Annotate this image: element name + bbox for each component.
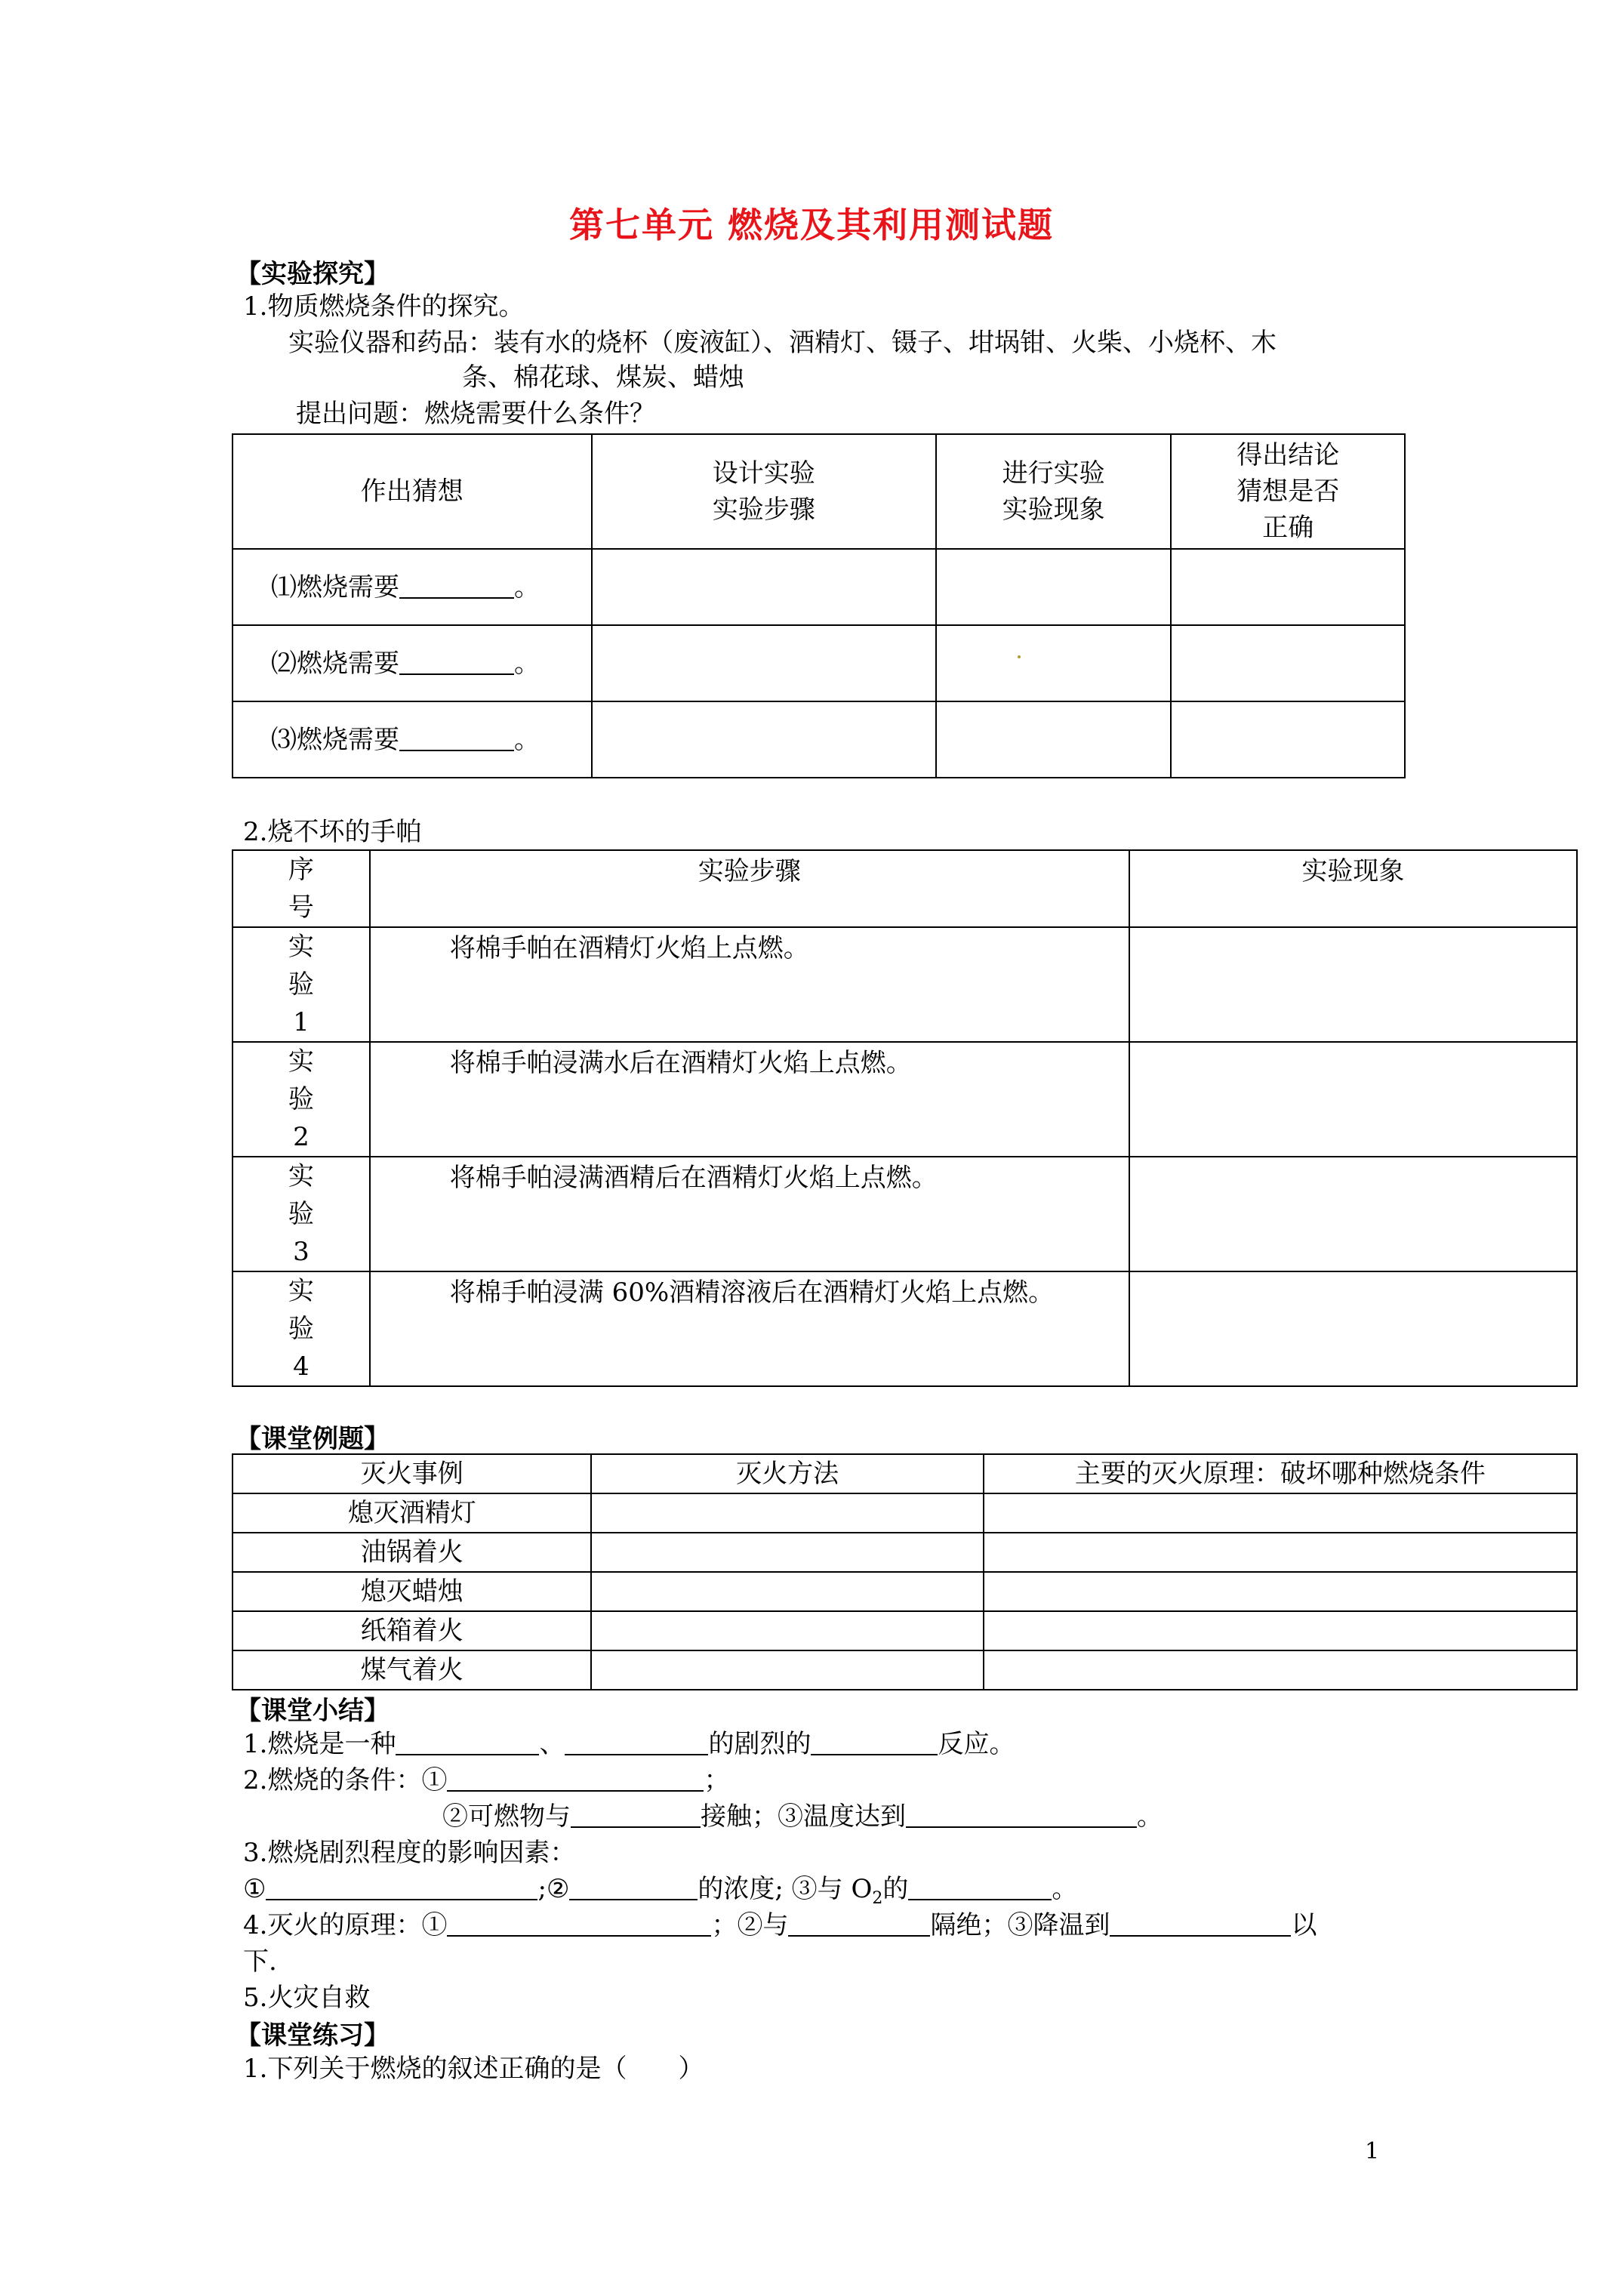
phenomenon-cell-1[interactable] bbox=[936, 549, 1172, 625]
method-cell[interactable] bbox=[591, 1611, 983, 1650]
header-phenomenon bbox=[1129, 850, 1577, 927]
experiment-phenomenon-cell[interactable] bbox=[1129, 1157, 1577, 1271]
conditions-table-row bbox=[233, 549, 1405, 625]
method-cell[interactable] bbox=[591, 1650, 983, 1690]
answer-blank[interactable] bbox=[396, 1727, 539, 1755]
guess-suffix: 。 bbox=[514, 648, 540, 679]
design-cell-2[interactable] bbox=[592, 625, 936, 701]
q1-heading: 1.物质燃烧条件的探究。 bbox=[243, 291, 525, 322]
guess-prefix: ⑴燃烧需要 bbox=[271, 572, 399, 603]
experiment-step-text: 将棉手帕浸满酒精后在酒精灯火焰上点燃。 bbox=[449, 1163, 938, 1193]
header-guess-text: 作出猜想 bbox=[360, 476, 463, 507]
experiment-step-text: 将棉手帕在酒精灯火焰上点燃。 bbox=[449, 933, 809, 963]
summary-text: 隔绝；③降温到 bbox=[930, 1910, 1110, 1940]
experiment-phenomenon-cell[interactable] bbox=[1129, 1042, 1577, 1157]
conditions-table-header-row bbox=[233, 434, 1405, 549]
q1-question: 提出问题：燃烧需要什么条件？ bbox=[296, 399, 655, 429]
summary-text: 2.燃烧的条件：① bbox=[243, 1765, 448, 1795]
experiment-step-text: 将棉手帕浸满 60%酒精溶液后在酒精灯火焰上点燃。 bbox=[449, 1277, 1055, 1308]
design-cell-1[interactable] bbox=[592, 549, 936, 625]
summary-text: 的 bbox=[882, 1874, 909, 1904]
example-name bbox=[233, 1572, 591, 1611]
header-perform-text: 进行实验 实验现象 bbox=[1002, 458, 1105, 525]
conclusion-cell-3[interactable] bbox=[1171, 701, 1405, 778]
example-name-text: 熄灭酒精灯 bbox=[347, 1498, 476, 1528]
header-guess bbox=[233, 434, 592, 549]
stray-dot-mark bbox=[1018, 655, 1021, 658]
q1-materials-line1: 实验仪器和药品：装有水的烧杯（废液缸）、酒精灯、镊子、坩埚钳、火柴、小烧杯、木 bbox=[288, 328, 1277, 358]
summary-item-5: 5.火灾自救 bbox=[243, 1983, 371, 2013]
header-design-text: 设计实验 实验步骤 bbox=[712, 458, 815, 525]
conditions-table-row bbox=[233, 625, 1405, 701]
experiment-row bbox=[233, 927, 1577, 1042]
answer-blank[interactable] bbox=[569, 1872, 698, 1900]
answer-blank[interactable] bbox=[565, 1727, 708, 1755]
section-heading-explore: 【实验探究】 bbox=[236, 259, 390, 289]
experiment-label bbox=[233, 927, 370, 1042]
extinguish-row bbox=[233, 1493, 1577, 1533]
answer-blank[interactable] bbox=[447, 1908, 711, 1937]
oxygen-subscript: 2 bbox=[872, 1888, 883, 1908]
extinguish-row bbox=[233, 1572, 1577, 1611]
experiment-step bbox=[370, 1157, 1129, 1271]
summary-text: ；②与 bbox=[711, 1910, 789, 1940]
principle-cell[interactable] bbox=[984, 1533, 1577, 1572]
summary-text: ① bbox=[243, 1874, 266, 1904]
guess-suffix: 。 bbox=[514, 572, 540, 603]
extinguish-header-row bbox=[233, 1454, 1577, 1493]
experiment-label bbox=[233, 1271, 370, 1386]
method-cell[interactable] bbox=[591, 1533, 983, 1572]
experiment-label bbox=[233, 1042, 370, 1157]
example-name bbox=[233, 1493, 591, 1533]
header-seq-text: 序 号 bbox=[288, 855, 314, 923]
experiment-label-text: 实 验 3 bbox=[288, 1161, 314, 1267]
answer-blank[interactable] bbox=[906, 1799, 1137, 1828]
principle-cell[interactable] bbox=[984, 1611, 1577, 1650]
summary-item-3-heading: 3.燃烧剧烈程度的影响因素： bbox=[243, 1838, 576, 1868]
header-phenomenon-text: 实验现象 bbox=[1301, 856, 1405, 886]
summary-text: 。 bbox=[1137, 1801, 1163, 1832]
guess-blank-2[interactable] bbox=[399, 646, 514, 675]
summary-text: 。 bbox=[1052, 1874, 1078, 1904]
header-method bbox=[591, 1454, 983, 1493]
method-cell[interactable] bbox=[591, 1572, 983, 1611]
summary-text: 的浓度; ③与 O bbox=[698, 1874, 873, 1904]
experiment-phenomenon-cell[interactable] bbox=[1129, 1271, 1577, 1386]
answer-blank[interactable] bbox=[811, 1727, 938, 1755]
answer-blank[interactable] bbox=[908, 1872, 1052, 1900]
answer-blank[interactable] bbox=[447, 1763, 704, 1792]
experiment-label bbox=[233, 1157, 370, 1271]
page-title: 第七单元 燃烧及其利用测试题 bbox=[568, 205, 1054, 245]
experiment-step bbox=[370, 927, 1129, 1042]
example-name bbox=[233, 1611, 591, 1650]
summary-text: ②可燃物与 bbox=[442, 1801, 571, 1832]
example-name bbox=[233, 1533, 591, 1572]
header-design bbox=[592, 434, 936, 549]
conditions-table-row bbox=[233, 701, 1405, 778]
summary-text: 1.燃烧是一种 bbox=[243, 1729, 396, 1759]
answer-blank[interactable] bbox=[571, 1799, 701, 1828]
header-method-text: 灭火方法 bbox=[736, 1459, 839, 1489]
answer-blank[interactable] bbox=[1110, 1908, 1291, 1937]
experiment-step bbox=[370, 1042, 1129, 1157]
summary-item-1 bbox=[243, 1726, 1015, 1762]
principle-cell[interactable] bbox=[984, 1493, 1577, 1533]
header-seq bbox=[233, 850, 370, 927]
example-name-text: 煤气着火 bbox=[360, 1655, 463, 1685]
summary-item-4 bbox=[243, 1907, 1317, 1943]
header-principle-text: 主要的灭火原理：破坏哪种燃烧条件 bbox=[1074, 1459, 1486, 1489]
experiment-step bbox=[370, 1271, 1129, 1386]
q1-materials-line2: 条、棉花球、煤炭、蜡烛 bbox=[462, 362, 744, 393]
experiment-row bbox=[233, 1271, 1577, 1386]
conclusion-cell-2[interactable] bbox=[1171, 625, 1405, 701]
example-name-text: 熄灭蜡烛 bbox=[360, 1576, 463, 1607]
guess-prefix: ⑶燃烧需要 bbox=[271, 724, 399, 755]
handkerchief-table bbox=[232, 849, 1578, 1387]
design-cell-3[interactable] bbox=[592, 701, 936, 778]
principle-cell[interactable] bbox=[984, 1650, 1577, 1690]
experiment-label-text: 实 验 2 bbox=[288, 1046, 314, 1152]
header-example-text: 灭火事例 bbox=[360, 1459, 463, 1489]
example-name-text: 纸箱着火 bbox=[360, 1616, 463, 1646]
q2-heading: 2.烧不坏的手帕 bbox=[243, 817, 422, 847]
experiment-phenomenon-cell[interactable] bbox=[1129, 927, 1577, 1042]
experiment-row bbox=[233, 1157, 1577, 1271]
experiment-label-text: 实 验 4 bbox=[288, 1276, 314, 1382]
extinguish-table bbox=[232, 1453, 1578, 1690]
summary-item-2-cont bbox=[442, 1798, 1163, 1835]
page-number: 1 bbox=[1365, 2138, 1380, 2165]
principle-cell[interactable] bbox=[984, 1572, 1577, 1611]
summary-item-2 bbox=[243, 1762, 729, 1798]
guess-cell-1 bbox=[233, 549, 592, 625]
handkerchief-header-row bbox=[233, 850, 1577, 927]
example-name bbox=[233, 1650, 591, 1690]
guess-prefix: ⑵燃烧需要 bbox=[271, 648, 399, 679]
header-conclusion bbox=[1171, 434, 1405, 549]
extinguish-row bbox=[233, 1611, 1577, 1650]
experiment-row bbox=[233, 1042, 1577, 1157]
header-conclusion-text: 得出结论 猜想是否 正确 bbox=[1236, 440, 1340, 543]
summary-text: 以 bbox=[1291, 1910, 1317, 1940]
summary-text: ； bbox=[704, 1765, 730, 1795]
example-name-text: 油锅着火 bbox=[360, 1537, 463, 1567]
header-steps bbox=[370, 850, 1129, 927]
method-cell[interactable] bbox=[591, 1493, 983, 1533]
header-principle bbox=[984, 1454, 1577, 1493]
summary-text: 反应。 bbox=[938, 1729, 1015, 1759]
extinguish-row bbox=[233, 1650, 1577, 1690]
section-heading-practice: 【课堂练习】 bbox=[236, 2020, 390, 2051]
header-example bbox=[233, 1454, 591, 1493]
header-steps-text: 实验步骤 bbox=[698, 856, 801, 886]
summary-text: 、 bbox=[539, 1729, 565, 1759]
answer-blank[interactable] bbox=[788, 1908, 930, 1937]
guess-blank-3[interactable] bbox=[399, 723, 514, 751]
summary-text: ;② bbox=[537, 1874, 570, 1904]
section-heading-examples: 【课堂例题】 bbox=[236, 1424, 390, 1454]
summary-text: 的剧烈的 bbox=[708, 1729, 812, 1759]
phenomenon-cell-2[interactable] bbox=[936, 625, 1172, 701]
guess-blank-1[interactable] bbox=[399, 570, 514, 599]
header-perform bbox=[936, 434, 1172, 549]
guess-cell-3 bbox=[233, 701, 592, 778]
phenomenon-cell-3[interactable] bbox=[936, 701, 1172, 778]
guess-suffix: 。 bbox=[514, 724, 540, 755]
practice-question-1: 1.下列关于燃烧的叙述正确的是（ ） bbox=[243, 2054, 704, 2084]
experiment-label-text: 实 验 1 bbox=[288, 932, 314, 1037]
experiment-step-text: 将棉手帕浸满水后在酒精灯火焰上点燃。 bbox=[449, 1048, 912, 1078]
conclusion-cell-1[interactable] bbox=[1171, 549, 1405, 625]
conditions-table bbox=[232, 433, 1406, 778]
section-heading-summary: 【课堂小结】 bbox=[236, 1696, 390, 1726]
extinguish-row bbox=[233, 1533, 1577, 1572]
summary-item-4-cont: 下. bbox=[243, 1946, 277, 1977]
guess-cell-2 bbox=[233, 625, 592, 701]
summary-text: 接触；③温度达到 bbox=[701, 1801, 906, 1832]
summary-text: 4.灭火的原理：① bbox=[243, 1910, 448, 1940]
answer-blank[interactable] bbox=[266, 1872, 537, 1900]
